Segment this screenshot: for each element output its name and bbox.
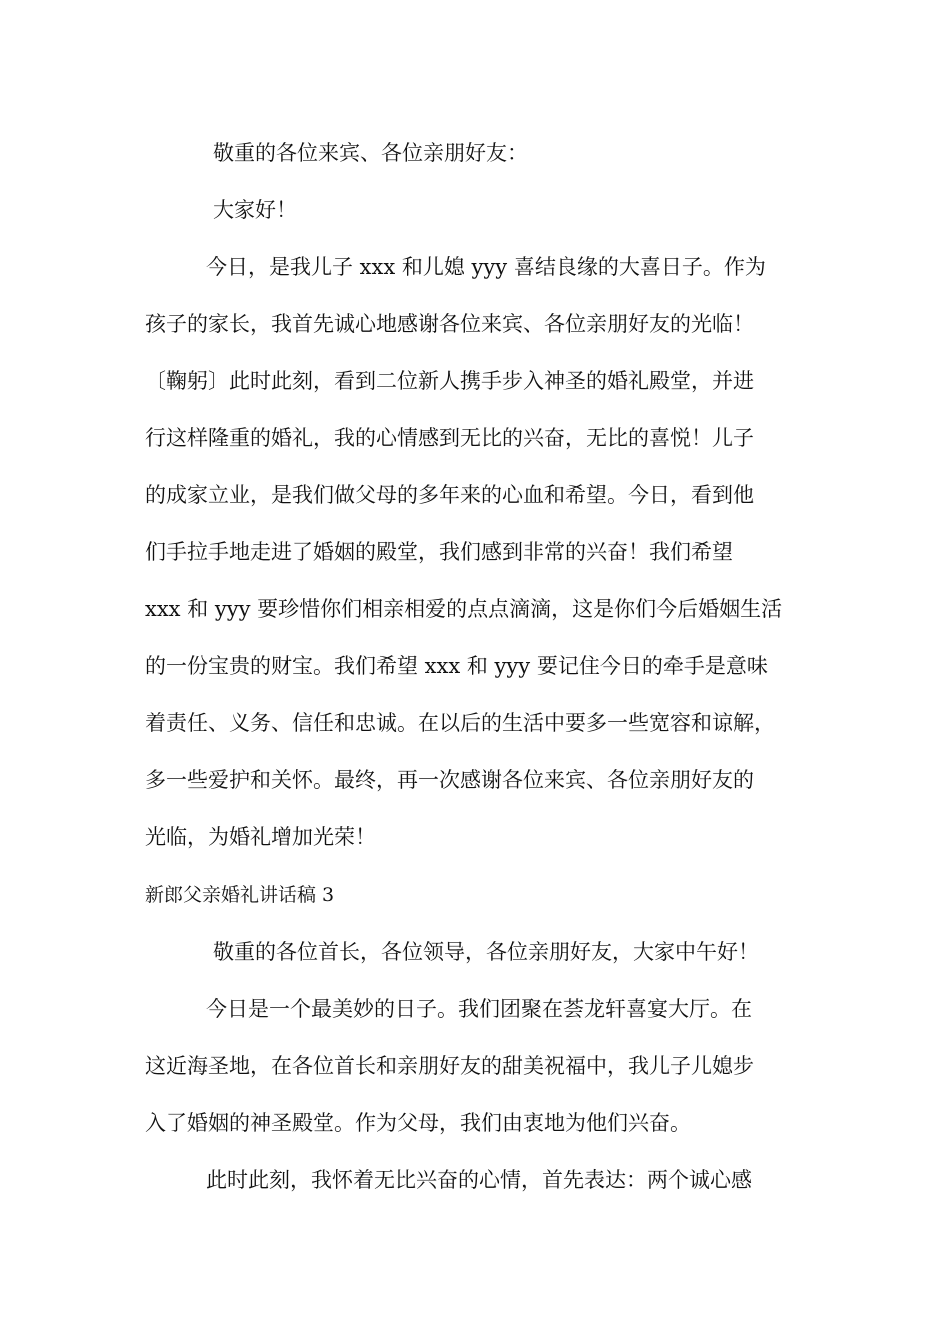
salutation-line: 敬重的各位来宾、各位亲朋好友： — [213, 141, 528, 165]
paragraph-line: 孩子的家长，我首先诚心地感谢各位来宾、各位亲朋好友的光临！ — [145, 312, 754, 336]
paragraph-line: 入了婚姻的神圣殿堂。作为父母，我们由衷地为他们兴奋。 — [145, 1111, 691, 1135]
paragraph-line: 〔鞠躬〕此时此刻，看到二位新人携手步入神圣的婚礼殿堂，并进 — [145, 369, 754, 393]
paragraph-line: xxx 和 yyy 要珍惜你们相亲相爱的点点滴滴，这是你们今后婚姻生活 — [145, 597, 783, 621]
paragraph-line: 今日是一个最美妙的日子。我们团聚在荟龙轩喜宴大厅。在 — [206, 997, 752, 1021]
paragraph-line: 此时此刻，我怀着无比兴奋的心情，首先表达：两个诚心感 — [206, 1168, 752, 1192]
paragraph-line: 的一份宝贵的财宝。我们希望 xxx 和 yyy 要记住今日的牵手是意味 — [145, 654, 768, 678]
paragraph-line: 这近海圣地，在各位首长和亲朋好友的甜美祝福中，我儿子儿媳步 — [145, 1054, 754, 1078]
paragraph-line: 着责任、义务、信任和忠诚。在以后的生活中要多一些宽容和谅解， — [145, 711, 775, 735]
paragraph-line: 光临，为婚礼增加光荣！ — [145, 825, 376, 849]
paragraph-line: 们手拉手地走进了婚姻的殿堂，我们感到非常的兴奋！我们希望 — [145, 540, 733, 564]
paragraph-line: 的成家立业，是我们做父母的多年来的心血和希望。今日，看到他 — [145, 483, 754, 507]
paragraph-line: 今日，是我儿子 xxx 和儿媳 yyy 喜结良缘的大喜日子。作为 — [206, 255, 766, 279]
paragraph-line: 多一些爱护和关怀。最终，再一次感谢各位来宾、各位亲朋好友的 — [145, 768, 754, 792]
section-heading: 新郎父亲婚礼讲话稿 3 — [145, 884, 335, 906]
salutation-line: 敬重的各位首长，各位领导，各位亲朋好友，大家中午好！ — [213, 940, 759, 964]
greeting-line: 大家好！ — [213, 198, 297, 222]
paragraph-line: 行这样隆重的婚礼，我的心情感到无比的兴奋，无比的喜悦！儿子 — [145, 426, 754, 450]
